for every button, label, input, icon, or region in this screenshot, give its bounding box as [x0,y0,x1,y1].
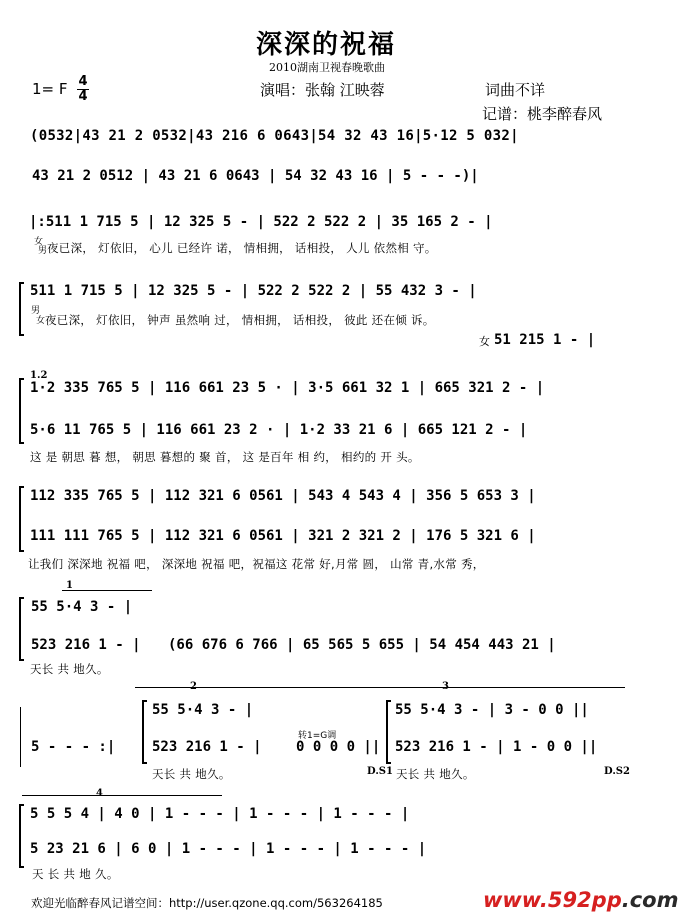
score-row-7-bottom: 523 216 1 - | [31,637,141,653]
volta-line-1 [62,590,152,591]
voice-label-female-3: 女 [479,335,490,348]
lyrics-row-9: 天 长 共 地 久。 [32,867,119,881]
score-row-8-rest: 0 0 0 0 || [296,739,381,755]
score-row-4-notes: 511 1 715 5 | 12 325 5 - | 522 2 522 2 | 55 432 3 - | [30,283,477,299]
volta-mark-4: 4 [96,788,103,799]
lyrics-row-8-2: 天长 共 地久。 [396,767,475,781]
segno-mark-1-2: 1.2 [30,370,48,381]
score-row-8-bottom-2: 523 216 1 - | 1 - 0 0 || [395,739,598,755]
volta-line-4 [22,795,222,796]
time-signature [77,76,89,103]
system-bracket-row-8a [142,700,147,764]
lyrics-row-3: 夜已深， 灯依旧， 心儿 已经许 诺， 情相拥， 话相投， 人儿 依然相 守。 [47,241,437,255]
score-row-4-extra: 51 215 1 - | [494,332,596,348]
score-row-5-bottom: 5·6 11 765 5 | 116 661 23 2 · | 1·2 33 21 6 | 665 121 2 - | [30,422,528,438]
lyrics-row-6: 让我们 深深地 祝福 吧， 深深地 祝福 吧，祝福这 花常 好,月常 圆， 山常 青,水常 秀， [28,557,485,571]
voice-label-male-2: 男 [31,306,41,316]
voice-label-female: 女 [34,237,44,247]
lyrics-row-5: 这 是 朝思 暮 想， 朝思 暮想的 聚 首， 这 是百年 相 约， 相约的 开 头。 [30,450,420,464]
volta-mark-1: 1 [66,580,73,591]
score-row-1: (0532|43 21 2 0532|43 216 6 0643|54 32 43 16|5·12 5 032| [30,128,519,144]
score-row-9-bottom: 5 23 21 6 | 6 0 | 1 - - - | 1 - - - | 1 - - - | [30,841,427,857]
time-signature-top: 4 [78,74,88,89]
song-subtitle: 2010湖南卫视春晚歌曲 [269,61,385,74]
song-title: 深深的祝福 [256,30,397,60]
score-row-8-top-2: 55 5·4 3 - | 3 - 0 0 || [395,702,589,718]
system-bracket-row-6 [19,486,24,552]
score-row-8-bottom-1: 523 216 1 - | [152,739,262,755]
score-row-9-top: 5 5 5 4 | 4 0 | 1 - - - | 1 - - - | 1 - - - | [30,806,410,822]
system-bracket-row-4 [19,282,24,336]
system-line-row-8 [20,707,21,767]
brand-domain: .com [621,888,679,912]
lyrics-row-8-1: 天长 共 地久。 [152,767,231,781]
lyrics-row-7: 天长 共 地久。 [30,662,109,676]
voice-label-female-2: 女 [36,316,46,326]
system-bracket-row-5 [19,378,24,444]
system-bracket-row-8b [386,700,391,764]
system-bracket-row-7 [19,597,24,661]
score-row-2: 43 21 2 0512 | 43 21 6 0643 | 54 32 43 16 | 5 - - -)| [32,168,479,184]
interlude: (66 676 6 766 | 65 565 5 655 | 54 454 443 21 | [168,637,556,653]
score-row-7-top: 55 5·4 3 - | [31,599,133,615]
volta-mark-2: 2 [190,681,197,692]
score-row-6-top: 112 335 765 5 | 112 321 6 0561 | 543 4 543 4 | 356 5 653 3 | [30,488,536,504]
footer-note: 欢迎光临醉春风记谱空间：http://user.qzone.qq.com/563264185 [31,896,383,910]
score-row-5-top: 1·2 335 765 5 | 116 661 23 5 · | 3·5 661 32 1 | 665 321 2 - | [30,380,545,396]
volta-mark-3: 3 [442,681,449,692]
lyrics-row-4: 夜已深， 灯依旧， 钟声 虽然响 过， 情相拥， 话相投， 彼此 还在倾 诉。 [45,313,435,327]
transcriber: 记谱：桃李醉春风 [482,105,603,123]
ds1-mark: D.S1 [367,766,393,777]
time-signature-bottom: 4 [78,89,88,104]
key-signature: 1= F [32,80,68,98]
volta-line-3 [385,687,625,688]
composer: 词曲不详 [485,81,546,99]
score-row-3-notes: |:511 1 715 5 | 12 325 5 - | 522 2 522 2 | 35 165 2 - | [29,214,493,230]
system-bracket-row-9 [19,804,24,868]
modulation-note: 转1=G调 [298,731,337,741]
volta-line-2 [135,687,425,688]
ds2-mark: D.S2 [604,766,630,777]
voice-label-male: 男 [38,246,48,256]
singers: 演唱：张翰 江映蓉 [260,81,385,99]
score-row-8-top-1: 55 5·4 3 - | [152,702,254,718]
site-brand-logo [483,888,679,912]
score-row-6-bottom: 111 111 765 5 | 112 321 6 0561 | 321 2 321 2 | 176 5 321 6 | [30,528,536,544]
score-row-8-left: 5 - - - :| [31,739,116,755]
brand-main: www.592pp [483,888,622,912]
